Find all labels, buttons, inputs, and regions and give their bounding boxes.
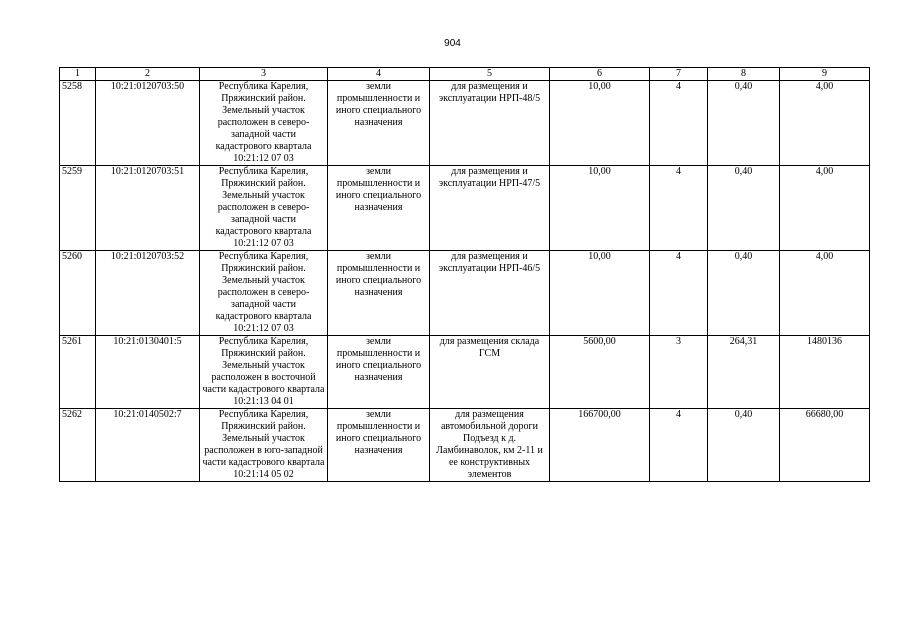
total-value: 4,00 bbox=[780, 166, 870, 251]
header-col-4: 4 bbox=[328, 68, 430, 81]
header-col-5: 5 bbox=[430, 68, 550, 81]
header-col-6: 6 bbox=[550, 68, 650, 81]
header-col-9: 9 bbox=[780, 68, 870, 81]
group-value: 4 bbox=[650, 251, 708, 336]
header-col-7: 7 bbox=[650, 68, 708, 81]
area-value: 5600,00 bbox=[550, 336, 650, 409]
table-row bbox=[60, 251, 870, 336]
row-id: 5262 bbox=[60, 409, 96, 482]
land-category: земли промышленности и иного специального назначения bbox=[328, 409, 430, 482]
table-header bbox=[60, 68, 870, 81]
group-value: 3 bbox=[650, 336, 708, 409]
table-row bbox=[60, 166, 870, 251]
header-col-1: 1 bbox=[60, 68, 96, 81]
rate-value: 0,40 bbox=[708, 409, 780, 482]
location-description: Республика Карелия, Пряжинский район. Земельный участок расположен в северо-западной части кадастрового квартала 10:21:12 07 03 bbox=[200, 81, 328, 166]
group-value: 4 bbox=[650, 166, 708, 251]
row-id: 5261 bbox=[60, 336, 96, 409]
cadastral-number: 10:21:0120703:51 bbox=[96, 166, 200, 251]
land-plots-table bbox=[59, 67, 870, 482]
land-category: земли промышленности и иного специального назначения bbox=[328, 336, 430, 409]
location-description: Республика Карелия, Пряжинский район. Земельный участок расположен в восточной части кадастрового квартала 10:21:13 04 01 bbox=[200, 336, 328, 409]
rate-value: 0,40 bbox=[708, 166, 780, 251]
rate-value: 0,40 bbox=[708, 81, 780, 166]
group-value: 4 bbox=[650, 81, 708, 166]
permitted-use: для размещения и эксплуатации НРП-47/5 bbox=[430, 166, 550, 251]
header-row bbox=[60, 68, 870, 81]
cadastral-number: 10:21:0140502:7 bbox=[96, 409, 200, 482]
location-description: Республика Карелия, Пряжинский район. Земельный участок расположен в юго-западной части кадастрового квартала 10:21:14 05 02 bbox=[200, 409, 328, 482]
table-body bbox=[60, 81, 870, 482]
permitted-use: для размещения и эксплуатации НРП-46/5 bbox=[430, 251, 550, 336]
permitted-use: для размещения склада ГСМ bbox=[430, 336, 550, 409]
permitted-use: для размещения и эксплуатации НРП-48/5 bbox=[430, 81, 550, 166]
land-category: земли промышленности и иного специального назначения bbox=[328, 166, 430, 251]
location-description: Республика Карелия, Пряжинский район. Земельный участок расположен в северо-западной части кадастрового квартала 10:21:12 07 03 bbox=[200, 251, 328, 336]
rate-value: 264,31 bbox=[708, 336, 780, 409]
land-category: земли промышленности и иного специального назначения bbox=[328, 251, 430, 336]
total-value: 1480136 bbox=[780, 336, 870, 409]
area-value: 166700,00 bbox=[550, 409, 650, 482]
land-category: земли промышленности и иного специального назначения bbox=[328, 81, 430, 166]
group-value: 4 bbox=[650, 409, 708, 482]
total-value: 4,00 bbox=[780, 251, 870, 336]
table-row bbox=[60, 409, 870, 482]
header-col-8: 8 bbox=[708, 68, 780, 81]
cadastral-number: 10:21:0120703:50 bbox=[96, 81, 200, 166]
row-id: 5258 bbox=[60, 81, 96, 166]
cadastral-number: 10:21:0120703:52 bbox=[96, 251, 200, 336]
permitted-use: для размещения автомобильной дороги Подъезд к д. Ламбинаволок, км 2-11 и ее конструктивных элементов bbox=[430, 409, 550, 482]
total-value: 66680,00 bbox=[780, 409, 870, 482]
table-row bbox=[60, 81, 870, 166]
header-col-3: 3 bbox=[200, 68, 328, 81]
row-id: 5259 bbox=[60, 166, 96, 251]
area-value: 10,00 bbox=[550, 251, 650, 336]
cadastral-number: 10:21:0130401:5 bbox=[96, 336, 200, 409]
area-value: 10,00 bbox=[550, 166, 650, 251]
total-value: 4,00 bbox=[780, 81, 870, 166]
area-value: 10,00 bbox=[550, 81, 650, 166]
page-number: 904 bbox=[444, 38, 461, 49]
location-description: Республика Карелия, Пряжинский район. Земельный участок расположен в северо-западной части кадастрового квартала 10:21:12 07 03 bbox=[200, 166, 328, 251]
header-col-2: 2 bbox=[96, 68, 200, 81]
row-id: 5260 bbox=[60, 251, 96, 336]
table-row bbox=[60, 336, 870, 409]
rate-value: 0,40 bbox=[708, 251, 780, 336]
